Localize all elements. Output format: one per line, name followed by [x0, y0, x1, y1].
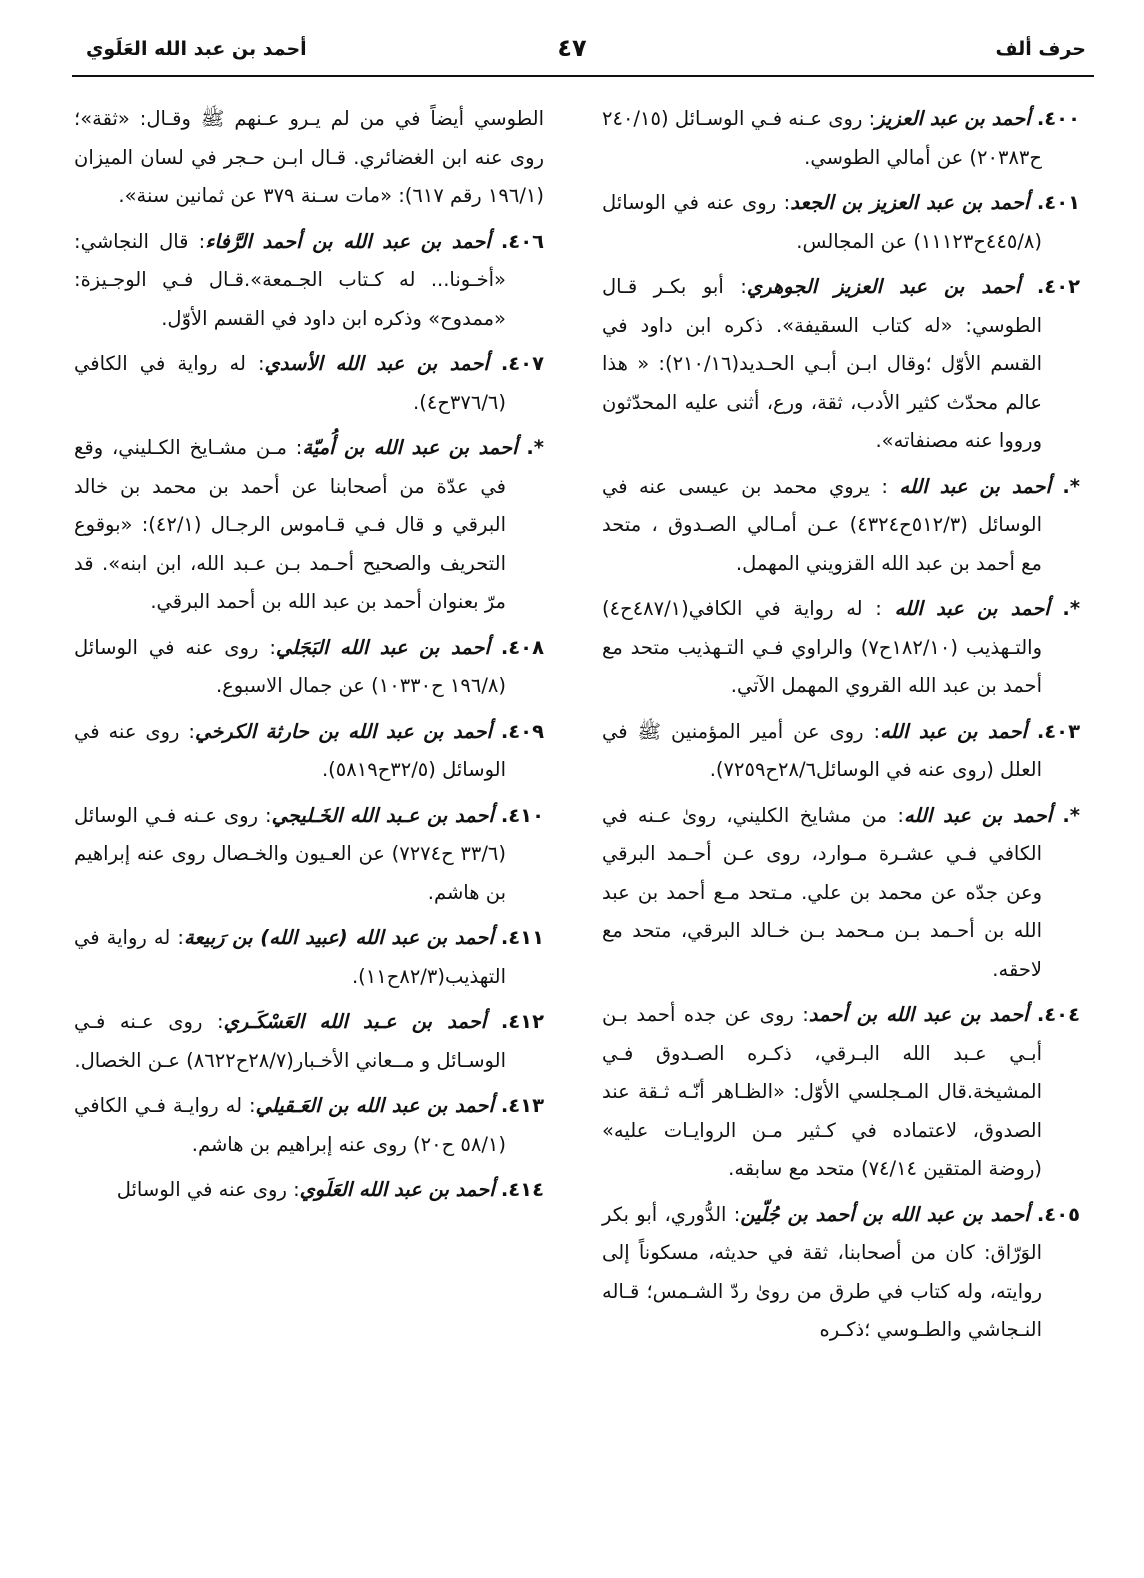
- running-title: أحمد بن عبد الله العَلَوي: [86, 38, 307, 60]
- entry-number: *.: [1062, 597, 1081, 620]
- entry-number: ٤٠٧.: [500, 352, 544, 375]
- biography-entry: [74, 797, 544, 913]
- biography-entry: [602, 996, 1080, 1189]
- entry-number: ٤١٠.: [500, 803, 544, 827]
- biography-entry: [602, 100, 1080, 177]
- biography-entry: [602, 1196, 1080, 1350]
- entry-name: أحمد بن عبد الله البَجَلي: [275, 635, 490, 659]
- page-number: ٤٧: [557, 34, 587, 62]
- biography-entry: [74, 919, 544, 996]
- header-rule: [72, 75, 1094, 77]
- entry-number: *.: [1062, 803, 1080, 827]
- entry-text: : له رواية في الكافي (٣٧٦/٦ح٤).: [74, 352, 506, 414]
- entry-number: ٤٠٥.: [1036, 1202, 1081, 1226]
- section-header: حرف ألف: [995, 38, 1086, 60]
- entry-number: ٤٠٨.: [500, 635, 544, 659]
- entry-name: أحمد بن عبد العزيز: [875, 107, 1031, 130]
- biography-entry: [602, 468, 1080, 584]
- entry-text: : روى عـنه فـي الوسـائل (٢٤٠/١٥ ح٢٠٣٨٣) عن أمالي الطوسي.: [602, 107, 1042, 169]
- entry-text: : يروي محمد بن عيسى عنه في الوسائل (٥١٢/٣ح٤٣٢٤) عـن أمـالي الصـدوق ، متحد مع أحمد بن عبد الله القزويني المهمل.: [602, 474, 1043, 575]
- entry-name: أحمد بن عبد الله: [899, 474, 1051, 498]
- entry-number: ٤٠٠.: [1036, 107, 1080, 130]
- entry-number: ٤١١.: [500, 926, 544, 949]
- entry-name: أحمد بن عبد الله: [880, 719, 1027, 743]
- entry-text: : روى عنه في الوسائل: [116, 1178, 300, 1201]
- entry-number: ٤٠٤.: [1036, 1003, 1080, 1026]
- entry-number: ٤٠٢.: [1036, 275, 1081, 298]
- biography-entry: [74, 1003, 544, 1080]
- entry-name: أحمد بن عبد الله بن العَـقيلي: [255, 1094, 494, 1117]
- biography-entry: [602, 590, 1080, 706]
- entry-number: ٤١٣.: [500, 1094, 544, 1117]
- biography-entry: [602, 797, 1080, 990]
- entry-name: أحمد بن عبد الله الأسدي: [264, 352, 489, 375]
- biography-entry: [74, 429, 544, 622]
- entry-number: ٤٠٣.: [1036, 719, 1080, 743]
- entry-name: أحمد بن عبد العزيز بن الجعد: [790, 191, 1030, 214]
- entry-text: : أبو بكـر قـال الطوسي: «له كتاب السقيفة». ذكره ابن داود في القسم الأوّل ؛وقال ابـن أبـي الحـديد(٢١٠/١٦): « هذا عالم محدّث كثير الأدب، ثقة، ورع، أثنى عليه المحدّثون ورووا عنه مصنفاته».: [602, 275, 1042, 452]
- entry-name: أحمد بن عـبد الله الخَـليجي: [271, 803, 494, 827]
- entry-text: : روى عنه في الوسائل (٤٤٥/٨ح١١١٢٣) عن المجالس.: [602, 191, 1042, 253]
- entry-name: أحمد بن عبد الله بن أحمد: [808, 1003, 1029, 1026]
- entry-text: الطوسي أيضاً في من لم يـرو عـنهم ﷺ وقـال: «ثقة»؛روى عنه ابن الغضائري. قـال ابـن حـجر في لسان الميزان (١٩٦/١ رقم ٦١٧): «مات سـنة ٣٧٩ عن ثمانين سنة».: [74, 107, 544, 207]
- entry-number: ٤٠١.: [1036, 191, 1081, 214]
- biography-entry: [74, 629, 544, 706]
- biography-entry: [602, 268, 1080, 461]
- entry-text: : روى عن جده أحمد بـن أبـي عـبد الله البـرقي، ذكـره الصـدوق فـي المشيخة.قال المـجلسي الأوّل: «الظـاهر أنّـه ثـقة عند الصدوق، لاعتماده في كـثير مـن الروايـات عليه» (روضة المتقين ٧٤/١٤) متحد مع سابقه.: [602, 1003, 1042, 1180]
- entry-name: أحمد بن عبد الله العَلَوي: [299, 1178, 495, 1201]
- entry-name: أحمد بن عبد الله: [903, 803, 1053, 827]
- entry-name: أحمد بن عبد الله بن أحمد بن جُلّين: [740, 1202, 1030, 1226]
- biography-entry: [602, 713, 1080, 790]
- entry-number: *.: [1062, 474, 1080, 498]
- entry-name: أحمد بن عـبد الله العَسْكَـري: [223, 1010, 487, 1033]
- entry-text: : روى عـنه فـي الوسائل (٣٣/٦ ح٧٢٧٤) عن العـيون والخـصال روى عنه إبراهيم بن هاشم.: [74, 803, 506, 904]
- entry-name: أحمد بن عبد الله بن حارثة الكرخي: [194, 719, 492, 743]
- entry-number: ٤٠٩.: [500, 719, 544, 743]
- entry-text: : له رواية في التهذيب(٨٢/٣ح١١).: [74, 926, 506, 988]
- biography-entry: [74, 223, 544, 339]
- biography-entry: [74, 100, 544, 216]
- entry-number: *.: [526, 436, 544, 459]
- biography-entry: [74, 345, 544, 422]
- left-column: [74, 100, 544, 1217]
- biography-entry: [602, 184, 1080, 261]
- entry-text: : روى عن أمير المؤمنين ﷺ في العلل (روى عنه في الوسائل٢٨/٦ح٧٢٥٩).: [602, 719, 1042, 781]
- entry-name: أحمد بن عبد الله بن أُميّة: [302, 436, 518, 459]
- entry-number: ٤٠٦.: [500, 229, 545, 253]
- entry-name: أحمد بن عبد الله (عبيد الله) بن رَبيعة: [184, 926, 494, 949]
- entry-text: : مـن مشـايخ الكـليني، وقع في عدّة من أصحابنا عن أحمد بن محمد بن خالد البرقي و قال فـي قـاموس الرجـال (٤٢/١): «بوقوع التحريف والصحيح أحـمد بـن عـبد الله، ابن ابنه». قد مرّ بعنوان أحمد بن عبد الله بن أحمد البرقي.: [74, 436, 506, 613]
- entry-text: : له روايـة فـي الكافي (٥٨/١ ح٢٠) روى عنه إبراهيم بن هاشم.: [74, 1094, 506, 1156]
- entry-text: : روى عنه في الوسائل (٣٢/٥ح٥٨١٩).: [74, 719, 506, 781]
- entry-text: : قال النجاشي: «أخـونا... له كـتاب الجـمعة».قـال فـي الوجـيزة: «ممدوح» وذكره ابن داود في القسم الأوّل.: [74, 229, 506, 330]
- entry-name: أحمد بن عبد الله بن أحمد الرَّفاء: [205, 229, 491, 253]
- biography-entry: [74, 1087, 544, 1164]
- entry-number: ٤١٢.: [500, 1010, 544, 1033]
- biography-entry: [74, 713, 544, 790]
- right-column: [602, 100, 1080, 1357]
- entry-name: أحمد بن عبد العزيز الجوهري: [746, 275, 1021, 298]
- entry-text: : الدُّوري، أبو بكر الوَرّاق: كان من أصحابنا، ثقة في حديثه، مسكوناً إلى روايته، وله كتاب في طرق من روىٰ ردّ الشـمس؛ قـاله النـجاشي والطـوسي ؛ذكـره: [602, 1202, 1042, 1341]
- biography-entry: [74, 1171, 544, 1210]
- entry-name: أحمد بن عبد الله: [894, 597, 1050, 620]
- entry-text: : روى عنه في الوسائل (١٩٦/٨ ح١٠٣٣٠) عن جمال الاسبوع.: [74, 635, 506, 697]
- entry-text: : روى عـنه فـي الوسـائل و مــعاني الأخـبار(٢٨/٧ح٨٦٢٢) عـن الخصال.: [74, 1010, 506, 1072]
- entry-number: ٤١٤.: [500, 1178, 544, 1201]
- entry-text: : له رواية في الكافي(٤٨٧/١ح٤) والتـهذيب (١٨٢/١٠ح٧) والراوي فـي التـهذيب متحد مع أحمد بن عبد الله القروي المهمل الآتي.: [602, 597, 1042, 697]
- entry-text: : من مشايخ الكليني، روىٰ عـنه في الكافي فـي عشـرة مـوارد، روى عـن أحـمد البرقي وعن جدّه عن محمد بن علي. مـتحد مـع أحمد بن عبد الله بن أحـمد بـن مـحمد بـن خـالد البرقي، متحد مع لاحقه.: [602, 803, 1042, 981]
